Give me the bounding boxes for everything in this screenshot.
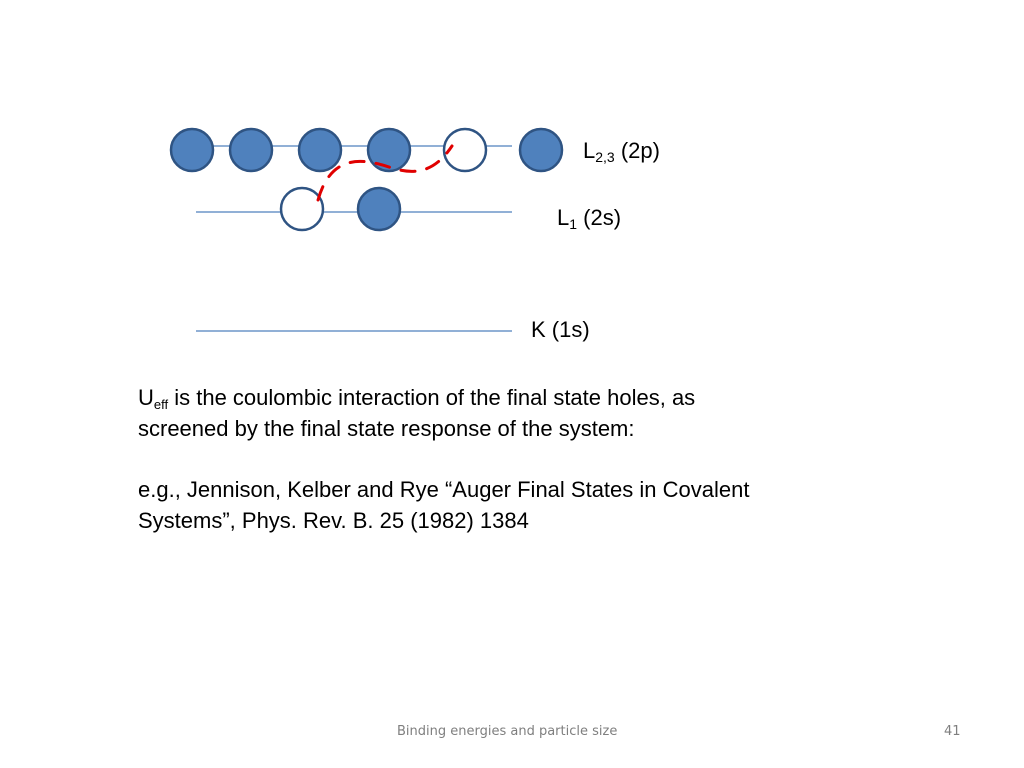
l23-electron-6	[520, 129, 562, 171]
l1-level-label: $L_1$ (2s)	[557, 205, 622, 232]
l23-electron-1	[171, 129, 213, 171]
l23-level-label: $L_{2,3}$ (2p)	[583, 138, 660, 165]
l23-electrons	[171, 129, 562, 171]
l23-electron-2	[230, 129, 272, 171]
l1-electron-2	[358, 188, 400, 230]
reference-line-2: Systems”, Phys. Rev. B. 25 (1982) 1384	[138, 508, 529, 533]
l1-electrons	[281, 188, 400, 230]
page-number: 41	[944, 724, 961, 739]
l23-electron-3	[299, 129, 341, 171]
reference-text	[138, 474, 898, 536]
l23-electron-4	[368, 129, 410, 171]
footer-title: Binding energies and particle size	[397, 724, 618, 739]
k-level-label: K (1s)	[531, 317, 590, 342]
ueff-line-2: screened by the final state response of the system:	[138, 416, 635, 441]
ueff-description	[138, 382, 898, 444]
reference-line-1: e.g., Jennison, Kelber and Rye “Auger Final States in Covalent	[138, 477, 750, 502]
ueff-line-1: $U_{eff}$ is the coulombic interaction of the final state holes, as	[138, 385, 696, 412]
l1-hole-1	[281, 188, 323, 230]
